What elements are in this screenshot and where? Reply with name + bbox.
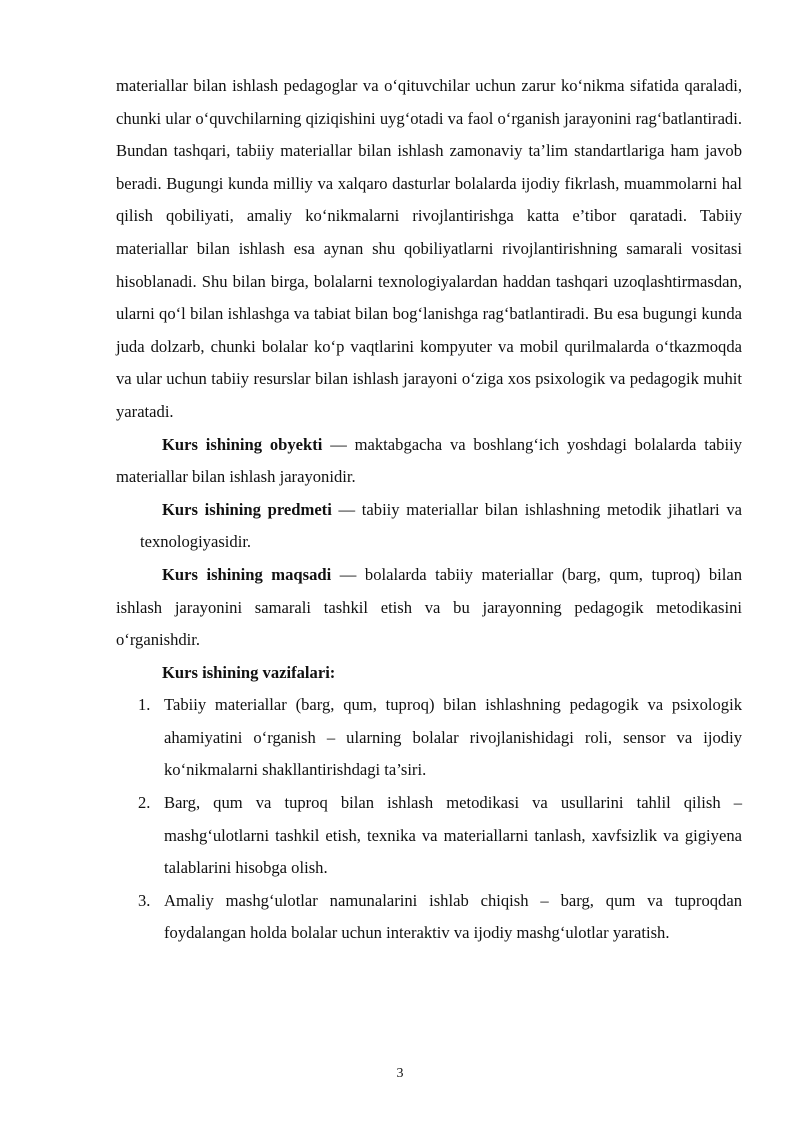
subject-label: Kurs ishining predmeti [162, 499, 332, 519]
tasks-heading-text: Kurs ishining vazifalari: [162, 662, 336, 682]
document-body [116, 70, 742, 950]
object-label: Kurs ishining obyekti [162, 434, 323, 454]
object-paragraph [116, 429, 742, 494]
tasks-list [116, 689, 742, 950]
intro-paragraph: materiallar bilan ishlash pedagoglar va o‘qituvchilar uchun zarur ko‘nikma sifatida qaraladi, chunki ular o‘quvchilarning qiziqishini uyg‘otadi va faol o‘rganish jarayonini rag‘batlantiradi. Bundan tashqari, tabiiy materiallar bilan ishlash zamonaviy ta’lim standartlariga ham javob beradi. Bugungi kunda milliy va xalqaro dasturlar bolalarda ijodiy fikrlash, muammolarni hal qilish qobiliyati, amaliy ko‘nikmalarni rivojlantirishga katta e’tibor qaratadi. Tabiiy materiallar bilan ishlash esa aynan shu qobiliyatlarni rivojlantirishning samarali vositasi hisoblanadi. Shu bilan birga, bolalarni texnologiyalardan haddan tashqari uzoqlashtirmasdan, ularni qo‘l bilan ishlashga va tabiat bilan bog‘lanishga rag‘batlantiradi. Bu esa bugungi kunda juda dolzarb, chunki bolalar ko‘p vaqtlarini kompyuter va mobil qurilmalarda o‘tkazmoqda va ular uchun tabiiy resurslar bilan ishlash jarayoni o‘ziga xos psixologik va pedagogik muhit yaratadi. [116, 76, 742, 421]
goal-paragraph [116, 559, 742, 657]
list-item-number: 3. [138, 890, 151, 910]
list-item [116, 787, 742, 885]
object-text: — maktabgacha va boshlang‘ich yoshdagi bolalarda tabiiy materiallar bilan ishlash jarayonidir. [116, 434, 742, 487]
page-number: 3 [396, 1066, 404, 1081]
goal-label: Kurs ishining maqsadi [162, 564, 332, 584]
subject-paragraph [116, 494, 742, 559]
list-item [116, 689, 742, 787]
list-item-text: Barg, qum va tuproq bilan ishlash metodikasi va usullarini tahlil qilish – mashg‘ulotlarni tashkil etish, texnika va materiallarni tanlash, xavfsizlik va gigiyena talablarini hisobga olish. [164, 793, 742, 878]
list-item-number: 2. [138, 793, 151, 813]
list-item-number: 1. [138, 695, 151, 715]
subject-text: — tabiiy materiallar bilan ishlashning metodik jihatlari va texnologiyasidir. [140, 499, 742, 552]
tasks-heading [116, 657, 742, 690]
list-item-text: Amaliy mashg‘ulotlar namunalarini ishlab chiqish – barg, qum va tuproqdan foydalangan holda bolalar uchun interaktiv va ijodiy mashg‘ulotlar yaratish. [164, 890, 742, 943]
goal-text: — bolalarda tabiiy materiallar (barg, qum, tuproq) bilan ishlash jarayonini samarali tashkil etish va bu jarayonning pedagogik metodikasini o‘rganishdir. [116, 564, 742, 650]
list-item-text: Tabiiy materiallar (barg, qum, tuproq) bilan ishlashning pedagogik va psixologik ahamiyatini o‘rganish – ularning bolalar rivojlanishidagi roli, sensor va ijodiy ko‘nikmalarni shakllantirishdagi ta’siri. [164, 695, 742, 780]
list-item [116, 885, 742, 950]
